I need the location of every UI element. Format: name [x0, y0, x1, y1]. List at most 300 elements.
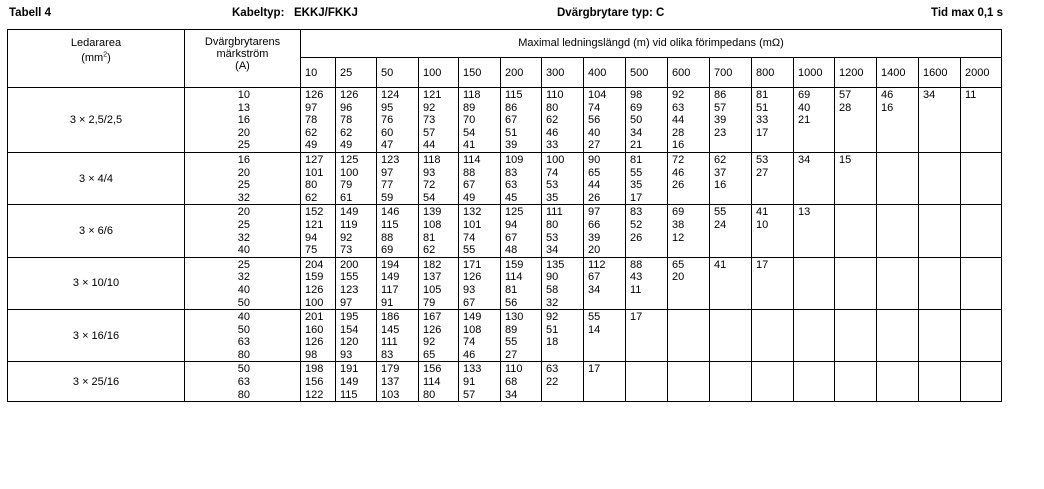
area-header-unit: $(mm^2)$	[81, 51, 111, 64]
length-value: 54	[423, 191, 436, 204]
length-value: 69	[630, 101, 643, 114]
length-cell	[336, 362, 377, 402]
length-cell	[794, 257, 835, 309]
length-value	[881, 349, 918, 362]
length-cell	[542, 152, 584, 204]
length-value: 194	[381, 258, 400, 271]
length-cell	[668, 257, 710, 309]
length-value: 109	[505, 153, 524, 166]
length-value	[672, 376, 709, 389]
length-value	[714, 232, 751, 245]
length-cell	[877, 362, 919, 402]
length-value	[965, 376, 1001, 389]
length-value: 86	[505, 101, 518, 114]
impedance-header: 500	[626, 58, 668, 88]
table-row	[8, 152, 1002, 204]
impedance-header: 25	[336, 58, 377, 88]
length-value	[965, 206, 1001, 219]
length-value	[839, 206, 876, 219]
length-value: 108	[423, 218, 442, 231]
length-value: 62	[305, 126, 318, 139]
length-value	[965, 389, 1001, 402]
length-cell	[377, 362, 419, 402]
length-value: 10	[756, 218, 769, 231]
length-cell	[377, 205, 419, 257]
length-cell	[501, 310, 542, 362]
length-value	[714, 363, 751, 376]
length-cell	[794, 362, 835, 402]
length-cell	[301, 362, 336, 402]
length-value: 63	[672, 101, 685, 114]
length-cell	[584, 152, 626, 204]
length-value: 33	[546, 139, 559, 152]
breaker-type: Dvärgbrytare typ: C	[557, 7, 665, 19]
length-value: 28	[839, 101, 852, 114]
length-value: 51	[505, 126, 518, 139]
length-value: 101	[305, 166, 324, 179]
length-value	[965, 139, 1001, 152]
length-value: 65	[588, 166, 601, 179]
length-value: 40	[798, 101, 811, 114]
length-value: 65	[672, 258, 685, 271]
length-value	[881, 154, 918, 167]
conductor-area: 3 × 25/16	[8, 362, 185, 402]
length-value	[672, 311, 709, 324]
length-value: 21	[798, 114, 811, 127]
length-value	[756, 336, 793, 349]
length-value: 137	[381, 376, 400, 389]
length-value: 59	[381, 191, 394, 204]
length-value: 123	[340, 283, 359, 296]
length-value: 56	[588, 114, 601, 127]
length-value: 51	[546, 323, 559, 336]
length-value	[965, 127, 1001, 140]
length-value: 39	[588, 231, 601, 244]
length-value: 195	[340, 311, 359, 324]
length-cell	[336, 88, 377, 153]
length-value: 90	[588, 153, 601, 166]
impedance-header: 600	[668, 58, 710, 88]
length-value	[923, 363, 960, 376]
impedance-header: 700	[710, 58, 752, 88]
length-value	[965, 336, 1001, 349]
length-cell	[877, 205, 919, 257]
length-value: 74	[588, 101, 601, 114]
area-header-label: Ledararea	[70, 37, 122, 49]
length-cell	[301, 88, 336, 153]
length-value: 92	[423, 101, 436, 114]
length-cell	[377, 152, 419, 204]
length-value: 67	[463, 296, 476, 309]
breaker-header-line3: (A)	[235, 60, 250, 72]
length-value	[588, 336, 625, 349]
length-value	[546, 389, 583, 402]
length-value: 58	[546, 283, 559, 296]
length-cell	[301, 205, 336, 257]
length-value: 24	[714, 218, 727, 231]
impedance-header: 200	[501, 58, 542, 88]
length-value: 26	[588, 191, 601, 204]
length-cell	[501, 88, 542, 153]
length-value: 16	[714, 179, 727, 192]
length-cell	[668, 88, 710, 153]
length-value	[630, 389, 667, 402]
length-value	[839, 219, 876, 232]
length-value: 201	[305, 311, 324, 324]
length-value	[756, 179, 793, 192]
rated-current: 63	[237, 336, 250, 349]
length-value: 121	[423, 89, 442, 101]
length-value: 97	[381, 166, 394, 179]
length-value: 149	[340, 376, 359, 389]
length-value: 46	[546, 126, 559, 139]
length-value: 92	[340, 231, 353, 244]
length-cell	[626, 88, 668, 153]
length-value: 135	[546, 258, 565, 271]
length-cell	[835, 205, 877, 257]
length-value: 97	[340, 296, 353, 309]
length-value	[798, 284, 834, 297]
length-cell	[961, 205, 1002, 257]
length-value: 23	[714, 126, 727, 139]
length-value: 149	[381, 271, 400, 284]
length-cell	[419, 310, 459, 362]
length-value	[798, 232, 834, 245]
length-value: 182	[423, 258, 442, 271]
length-value	[839, 284, 876, 297]
length-value: 21	[630, 139, 643, 152]
length-value: 61	[340, 191, 353, 204]
length-value	[798, 192, 834, 205]
length-value	[756, 244, 793, 257]
length-value	[756, 389, 793, 402]
length-value	[965, 284, 1001, 297]
length-cell	[961, 88, 1002, 153]
length-value: 108	[463, 323, 482, 336]
length-value	[881, 192, 918, 205]
length-cell	[542, 88, 584, 153]
length-value	[756, 192, 793, 205]
length-value: 67	[588, 271, 601, 284]
rated-current-cell	[185, 257, 301, 309]
length-value	[798, 324, 834, 337]
length-value: 34	[546, 244, 559, 257]
length-value: 60	[381, 126, 394, 139]
length-value: 16	[881, 101, 894, 114]
length-value: 149	[463, 311, 482, 324]
length-value	[714, 297, 751, 310]
length-value: 20	[588, 244, 601, 257]
length-cell	[459, 362, 501, 402]
length-value	[923, 259, 960, 272]
length-value: 119	[340, 218, 358, 231]
length-value	[881, 311, 918, 324]
length-value: 83	[505, 166, 518, 179]
table-body	[8, 88, 1002, 402]
rated-current-cell	[185, 310, 301, 362]
length-value	[881, 271, 918, 284]
length-value	[839, 297, 876, 310]
length-value	[672, 297, 709, 310]
length-value: 53	[546, 231, 559, 244]
length-value: 100	[340, 166, 359, 179]
length-value	[839, 114, 876, 127]
length-value: 111	[546, 206, 563, 219]
length-value: 204	[305, 258, 324, 271]
length-value	[923, 127, 960, 140]
length-value: 171	[463, 258, 482, 271]
length-value	[839, 167, 876, 180]
length-value: 27	[756, 166, 769, 179]
impedance-header: 800	[752, 58, 794, 88]
length-value: 126	[305, 89, 324, 101]
length-value: 55	[588, 311, 601, 324]
length-value: 126	[305, 283, 324, 296]
length-value: 34	[923, 89, 936, 101]
length-value: 80	[546, 218, 559, 231]
length-value: 45	[505, 191, 518, 204]
cable-length-table	[7, 29, 1002, 402]
length-value	[923, 154, 960, 167]
length-value: 191	[340, 363, 359, 376]
length-cell	[752, 362, 794, 402]
length-value	[798, 311, 834, 324]
length-value	[672, 192, 709, 205]
length-cell	[542, 362, 584, 402]
impedance-header: 2000	[961, 58, 1002, 88]
length-value: 124	[381, 89, 400, 101]
conductor-area: 3 × 4/4	[8, 152, 185, 204]
length-value: 62	[340, 126, 353, 139]
rated-current: 40	[237, 311, 250, 324]
rated-current: 50	[237, 363, 250, 376]
length-cell	[710, 257, 752, 309]
rated-current: 25	[237, 179, 250, 192]
length-value	[839, 363, 876, 376]
length-value	[965, 363, 1001, 376]
length-value: 122	[305, 388, 324, 401]
length-value	[965, 232, 1001, 245]
rated-current: 25	[237, 139, 250, 152]
length-value	[965, 259, 1001, 272]
length-value	[965, 297, 1001, 310]
length-value	[798, 179, 834, 192]
length-value: 159	[305, 271, 324, 284]
length-value	[839, 311, 876, 324]
length-value: 127	[305, 153, 324, 166]
length-value: 91	[463, 376, 476, 389]
length-cell	[584, 205, 626, 257]
length-value: 62	[714, 153, 727, 166]
conductor-area: 3 × 2,5/2,5	[8, 88, 185, 153]
breaker-header-line2: märkström	[216, 48, 269, 60]
length-value: 114	[423, 376, 441, 389]
length-value: 32	[546, 296, 559, 309]
length-value: 57	[714, 101, 727, 114]
rated-current: 40	[237, 283, 250, 296]
length-value: 53	[756, 153, 769, 166]
length-cell	[668, 362, 710, 402]
length-value	[756, 271, 793, 284]
length-value	[798, 389, 834, 402]
length-value	[881, 284, 918, 297]
length-value: 93	[340, 348, 353, 361]
length-value	[923, 167, 960, 180]
length-cell	[626, 362, 668, 402]
length-value: 93	[423, 166, 436, 179]
length-value	[923, 271, 960, 284]
length-value	[965, 179, 1001, 192]
impedance-header: 150	[459, 58, 501, 88]
length-value: 110	[505, 363, 523, 376]
length-value: 115	[381, 218, 399, 231]
length-value	[839, 376, 876, 389]
length-value	[923, 102, 960, 115]
length-cell	[459, 205, 501, 257]
length-value	[798, 167, 834, 180]
length-value: 69	[672, 206, 685, 219]
length-cell	[794, 88, 835, 153]
length-value	[839, 271, 876, 284]
length-value	[965, 271, 1001, 284]
length-value: 98	[305, 348, 318, 361]
length-value: 159	[505, 258, 524, 271]
length-value: 186	[381, 311, 400, 324]
rated-current: 80	[237, 348, 250, 361]
length-value	[839, 389, 876, 402]
length-value: 67	[505, 231, 518, 244]
length-cell	[835, 152, 877, 204]
length-value	[756, 363, 793, 376]
length-cell	[710, 310, 752, 362]
length-value: 70	[463, 114, 476, 127]
length-value: 55	[630, 166, 643, 179]
length-value	[881, 389, 918, 402]
length-value: 78	[340, 114, 353, 127]
length-value: 79	[340, 179, 353, 192]
length-value: 101	[463, 218, 482, 231]
length-cell	[584, 88, 626, 153]
rated-current-cell	[185, 88, 301, 153]
length-cell	[377, 257, 419, 309]
length-value: 55	[714, 206, 727, 219]
conductor-area: 3 × 16/16	[8, 310, 185, 362]
length-value	[630, 336, 667, 349]
length-value: 27	[588, 139, 601, 152]
length-value: 43	[630, 271, 643, 284]
length-value	[714, 284, 751, 297]
length-value: 62	[305, 191, 318, 204]
length-cell	[919, 310, 961, 362]
length-value: 81	[756, 89, 769, 101]
length-cell	[501, 152, 542, 204]
length-value: 22	[546, 376, 559, 389]
length-value	[839, 179, 876, 192]
rated-current: 16	[237, 114, 250, 127]
length-value: 156	[305, 376, 324, 389]
length-value	[756, 284, 793, 297]
length-value: 20	[672, 271, 685, 284]
length-value	[881, 244, 918, 257]
rated-current: 10	[237, 89, 250, 101]
time-max: Tid max 0,1 s	[931, 7, 1004, 19]
length-value	[546, 349, 583, 362]
length-cell	[752, 205, 794, 257]
length-value: 55	[505, 336, 518, 349]
length-cell	[710, 205, 752, 257]
length-value: 123	[381, 153, 400, 166]
conductor-area: 3 × 10/10	[8, 257, 185, 309]
length-cell	[336, 257, 377, 309]
length-value	[630, 349, 667, 362]
length-value: 39	[505, 139, 518, 152]
length-value	[923, 349, 960, 362]
length-value: 167	[423, 311, 442, 324]
length-cell	[794, 152, 835, 204]
length-value	[923, 206, 960, 219]
length-value: 146	[381, 206, 400, 219]
impedance-header: 50	[377, 58, 419, 88]
length-cell	[419, 88, 459, 153]
length-cell	[584, 362, 626, 402]
length-value	[881, 139, 918, 152]
length-value: 63	[505, 179, 518, 192]
length-value	[839, 139, 876, 152]
table-row	[8, 205, 1002, 257]
rated-current: 20	[237, 206, 250, 219]
length-value	[588, 389, 625, 402]
length-value	[839, 192, 876, 205]
length-value: 41	[756, 206, 769, 219]
length-value: 92	[672, 89, 685, 101]
length-cell	[459, 257, 501, 309]
length-cell	[301, 257, 336, 309]
length-cell	[419, 257, 459, 309]
length-value: 112	[588, 258, 606, 271]
rated-current: 16	[237, 153, 250, 166]
length-value	[839, 324, 876, 337]
length-value: 34	[505, 388, 518, 401]
length-value: 98	[630, 89, 643, 101]
length-value	[923, 192, 960, 205]
length-value	[756, 297, 793, 310]
length-value	[839, 127, 876, 140]
length-cell	[419, 205, 459, 257]
length-value: 126	[340, 89, 359, 101]
length-value	[630, 244, 667, 257]
rated-current: 25	[237, 258, 250, 271]
length-cell	[919, 88, 961, 153]
rated-current: 50	[237, 296, 250, 309]
length-value	[714, 349, 751, 362]
length-value: 80	[423, 388, 436, 401]
length-value: 149	[340, 206, 359, 219]
length-value: 76	[381, 114, 394, 127]
rated-current: 20	[237, 166, 250, 179]
length-value	[714, 389, 751, 402]
length-value: 97	[305, 101, 318, 114]
length-value: 40	[588, 126, 601, 139]
length-value: 72	[672, 153, 685, 166]
length-value: 125	[340, 153, 359, 166]
length-cell	[419, 152, 459, 204]
length-cell	[542, 205, 584, 257]
length-value: 111	[381, 336, 398, 349]
impedance-header: 100	[419, 58, 459, 88]
length-value	[756, 376, 793, 389]
length-value: 86	[714, 89, 727, 101]
length-value	[965, 324, 1001, 337]
